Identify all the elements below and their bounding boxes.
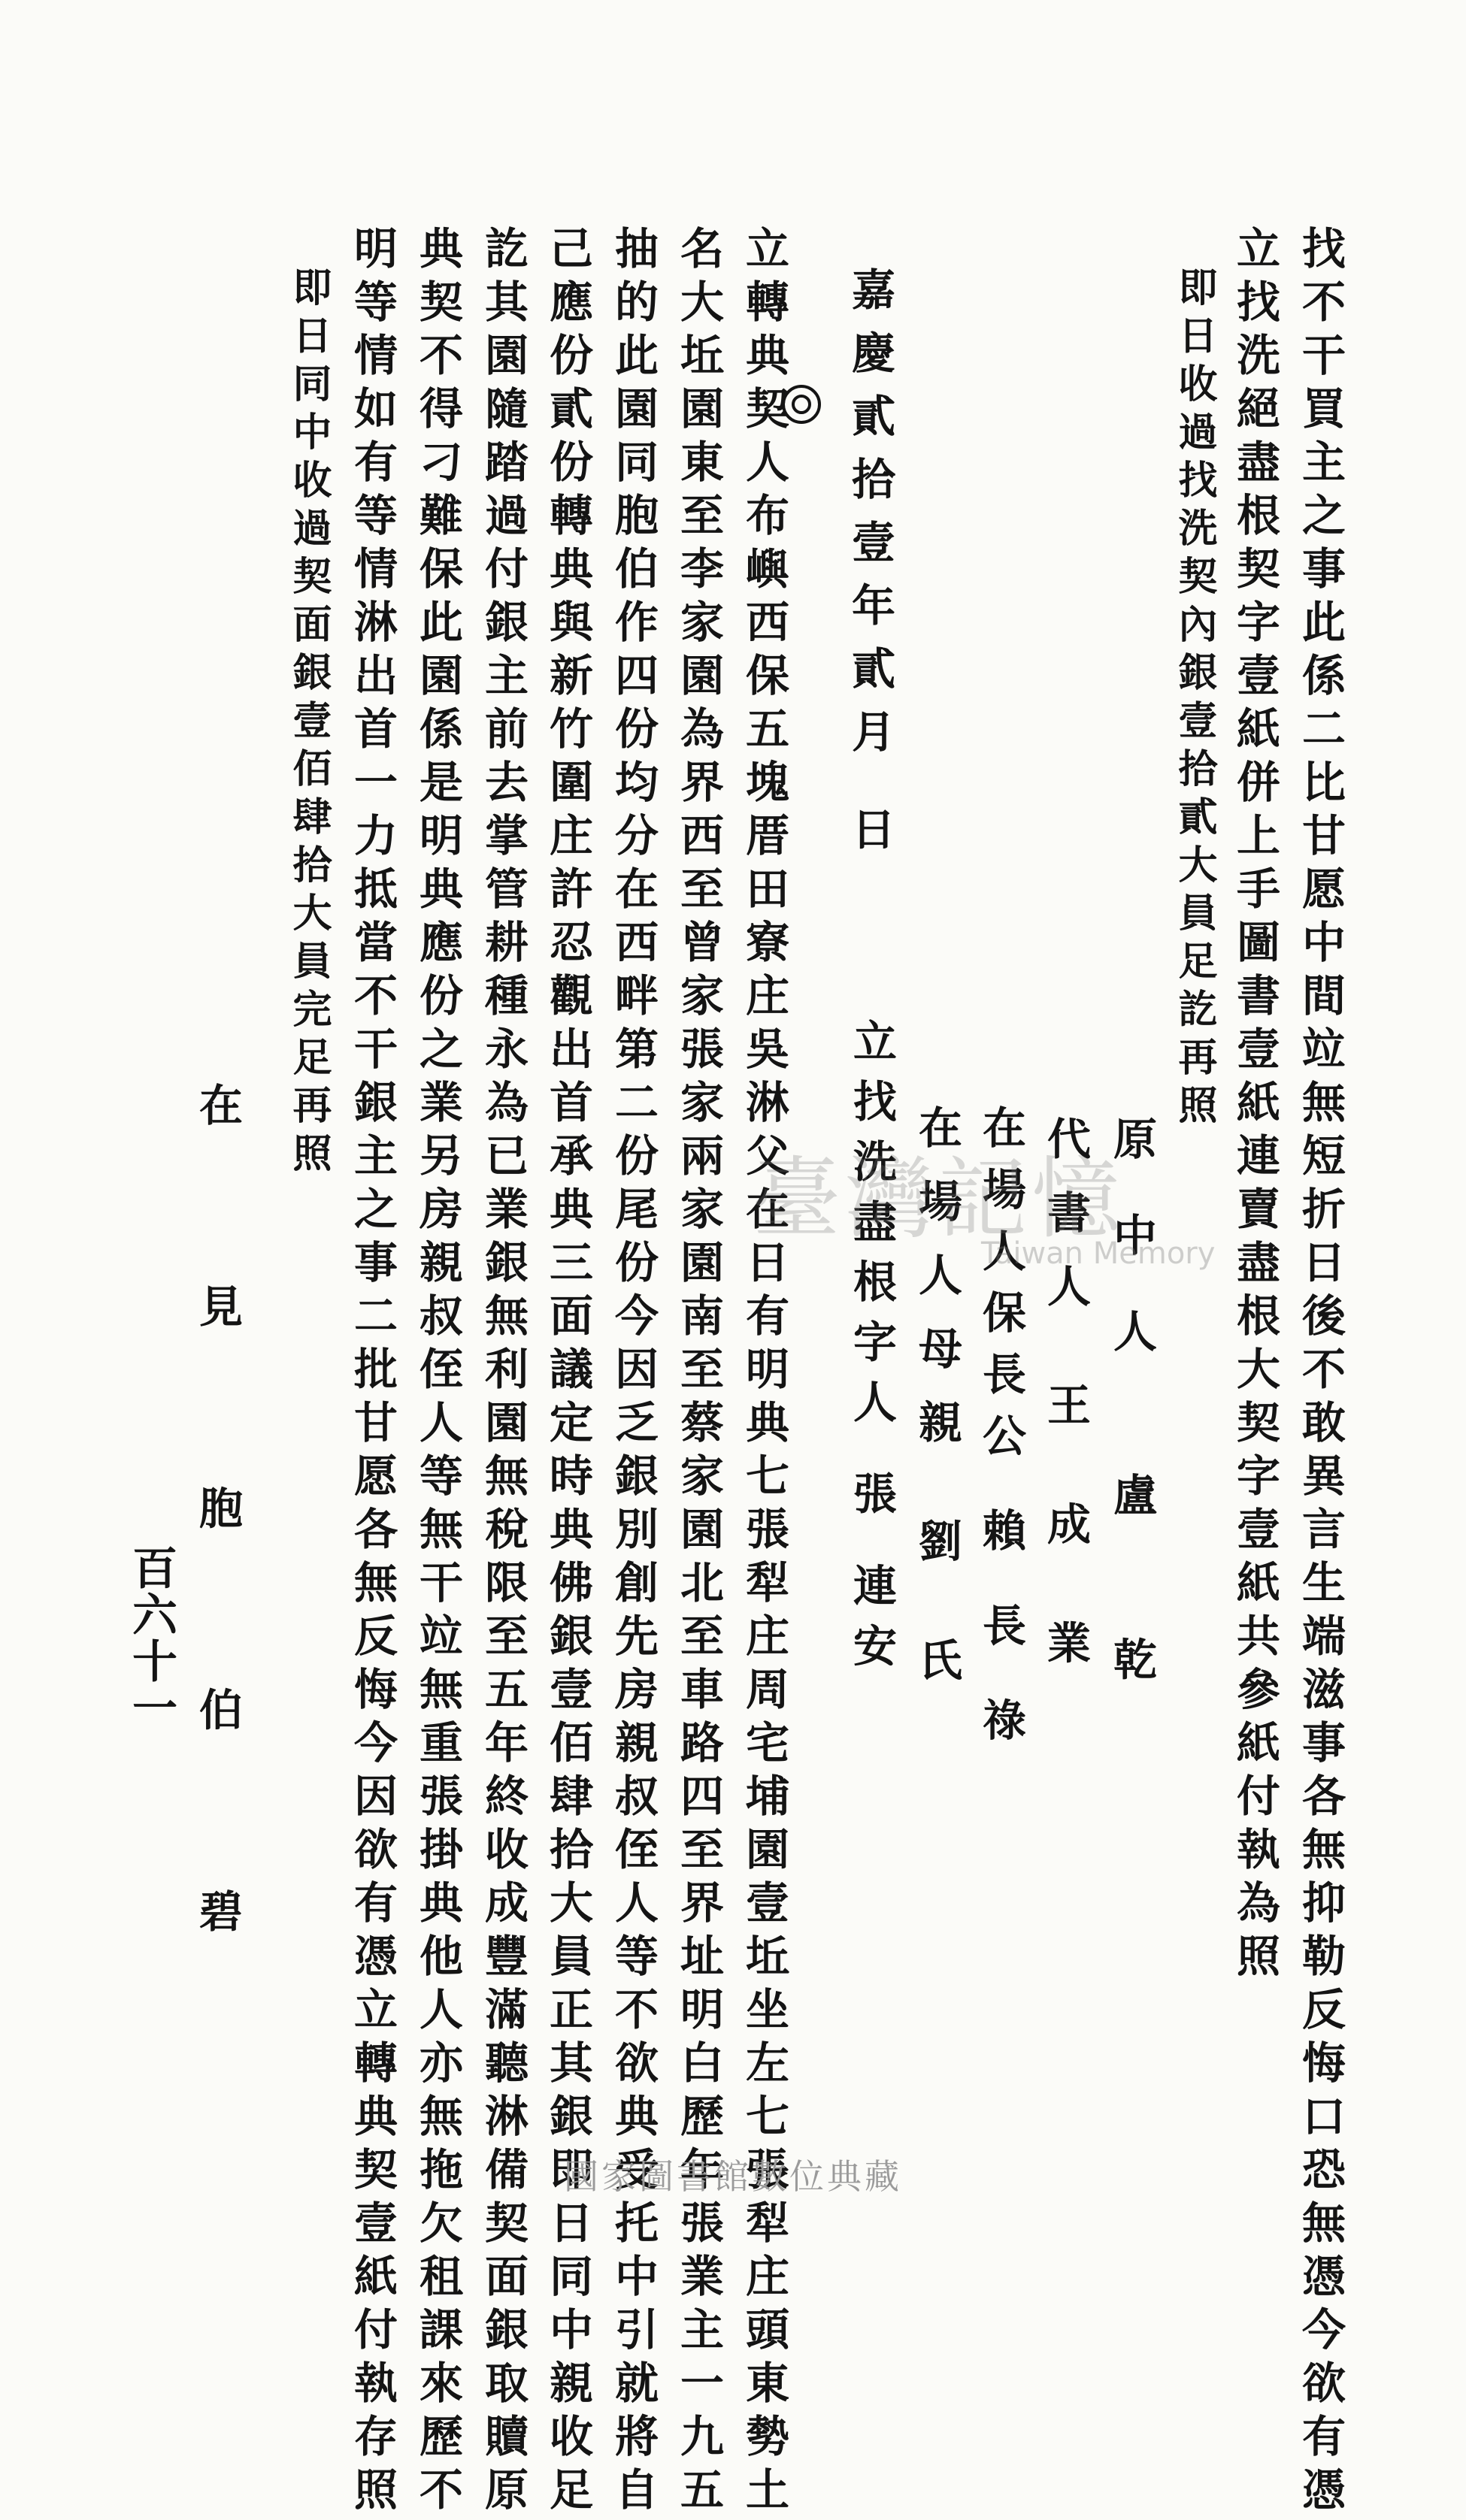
text-column-12: 抽的此園同胞伯作四份均分在西畔第二份尾份今因乏銀別創先房親叔侄人等不欲典受托中引就將自 xyxy=(607,225,659,2520)
watermark-logo: 臺灣記憶 xyxy=(752,1147,1125,1251)
text-column-15: 典契不得刁難保此園係是明典應份之業另房親叔侄人等無干竝無重張掛典他人亦無拖欠租課來歷不 xyxy=(412,225,463,2520)
text-column-11: 名大坵園東至李家園為界西至曾家張家兩家園南至蔡家園北至車路四至界址明白歷年張業主一九五 xyxy=(673,225,724,2520)
watermark-logo-en: Taiwan Memory xyxy=(981,1236,1216,1271)
text-column-2: 立找洗絕盡根契字壹紙併上手圖書壹紙連賣盡根大契字壹紙共參紙付執為照 xyxy=(1229,225,1280,1986)
witness-line-3: 在場人保長公 賴 長 祿 xyxy=(975,1105,1026,1759)
witness-line-4: 在場人母親 劉 氏 xyxy=(911,1105,962,1711)
text-column-14: 訖其園隨踏過付銀主前去掌管耕種永為已業銀無利園無稅限至五年終收成豐滿聽淋備契面銀取贖原 xyxy=(477,225,529,2520)
date-line: 嘉慶貳拾壹年貳月 日 xyxy=(844,267,895,870)
text-column-3: 即日收過找洗契內銀壹拾貳大員足訖再照 xyxy=(1171,267,1217,1133)
witness-line-5: 在 見 胞 伯 碧 xyxy=(192,1082,243,2004)
text-column-17: 即日同中收過契面銀壹佰肆拾大員完足再照 xyxy=(286,267,332,1181)
text-column-13: 己應份貳份轉典與新竹圍庄許忍觀出首承典三面議定時典佛銀壹佰肆拾大員正其銀即日同中親收足 xyxy=(542,225,593,2520)
witness-line-1: 原中人 盧 乾 xyxy=(1106,1116,1157,1733)
page-number: 百六十一 xyxy=(125,1544,177,1731)
text-column-16: 明等情如有等情淋出首一力抵當不干銀主之事二批甘愿各無反悔今因欲有憑立轉典契壹紙付執存照 xyxy=(347,225,398,2520)
archive-footer: 國家圖書館數位典藏 xyxy=(564,2156,902,2197)
text-column-1: 找不干買主之事此係二比甘愿中間竝無短折日後不敢異言生端滋事各無抑勒反悔口恐無憑今欲有憑 xyxy=(1295,225,1346,2520)
witness-line-2: 代書人 王 成 業 xyxy=(1040,1116,1091,1694)
text-column-10: 立轉典契人布嶼西保五塊厝田寮庄吳淋父在日有明典七張犁庄周宅埔園壹坵坐左七張犁庄頭東勢土 xyxy=(738,225,789,2520)
signatory-line: 立找洗盡根字人 張 連安 xyxy=(846,1018,897,1684)
